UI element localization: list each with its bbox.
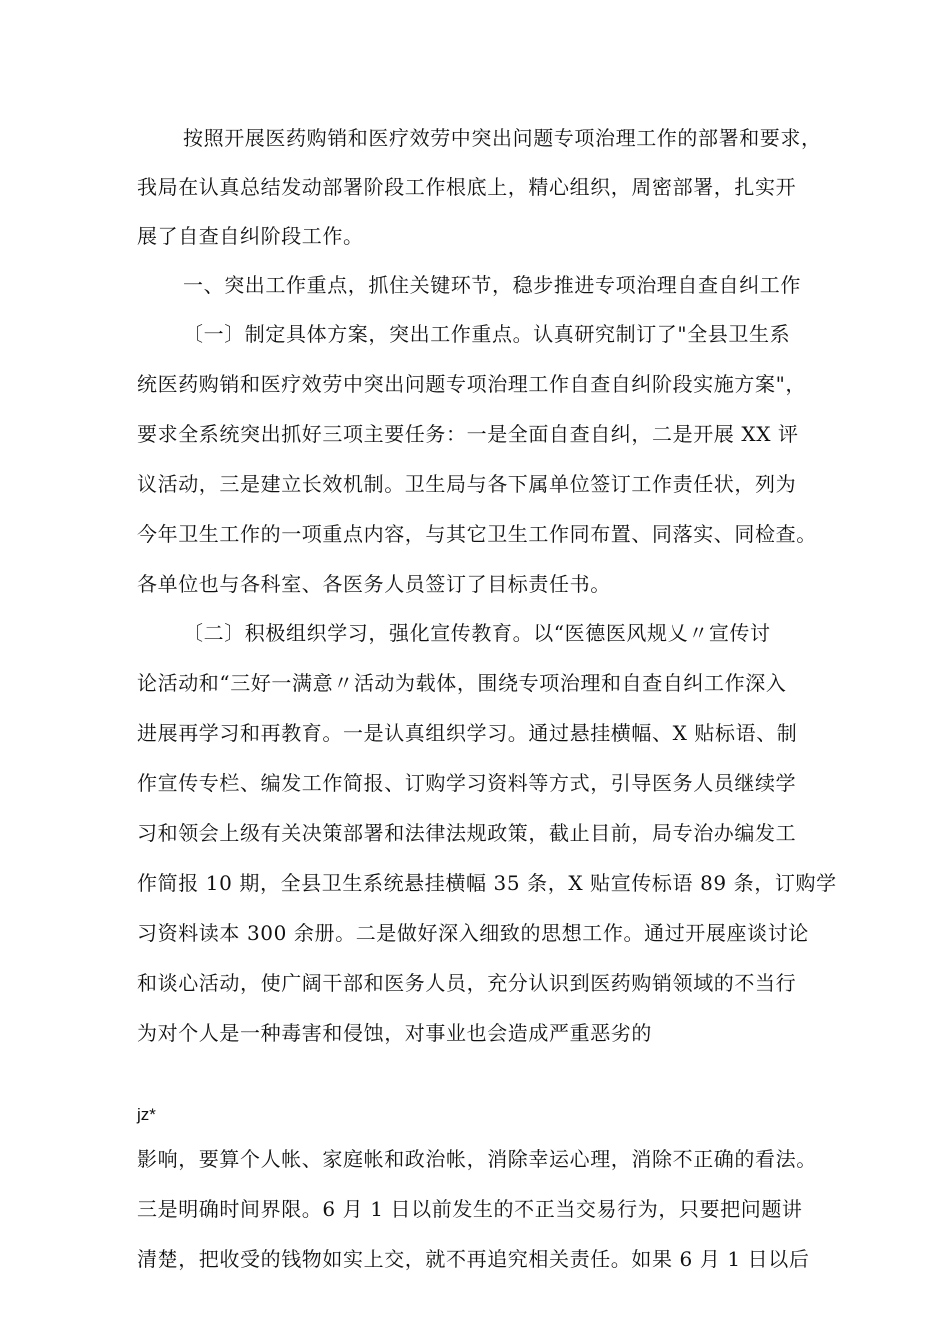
paragraph-3-line-1: 〔二〕积极组织学习，强化宣传教育。以“医德医风规乂〃宣传讨 <box>183 621 771 645</box>
paragraph-3-line-2: 论活动和“三好一满意〃活动为载体，围绕专项治理和自查自纠工作深入 <box>137 671 787 695</box>
section-heading-1: 一、突出工作重点，抓住关键环节，稳步推进专项治理自查自纠工作 <box>183 273 801 297</box>
paragraph-2-line-3: 要求全系统突出抓好三项主要任务：一是全面自查自纠，二是开展 XX 评 <box>137 422 799 446</box>
continuation-line-3: 清楚，把收受的钱物如实上交，就不再追究相关责任。如果 6 月 1 日以后 <box>137 1247 810 1271</box>
paragraph-3-line-5: 习和领会上级有关决策部署和法律法规政策，截止目前，局专治办编发工 <box>137 821 797 845</box>
paragraph-3-line-6: 作简报 10 期，全县卫生系统悬挂横幅 35 条，X 贴宣传标语 89 条，订购学 <box>137 871 837 895</box>
continuation-line-1: 影响，要算个人帐、家庭帐和政治帐，消除幸运心理，消除不正确的看法。 <box>137 1147 817 1171</box>
paragraph-3-line-8: 和谈心活动，使广阔干部和医务人员，充分认识到医药购销领域的不当行 <box>137 971 797 995</box>
paragraph-1-line-3: 展了自查自纠阶段工作。 <box>137 224 364 248</box>
paragraph-1-line-1: 按照开展医药购销和医疗效劳中突出问题专项治理工作的部署和要求， <box>183 126 822 150</box>
paragraph-2-line-5: 今年卫生工作的一项重点内容，与其它卫生工作同布置、同落实、同检查。 <box>137 522 817 546</box>
continuation-line-2: 三是明确时间界限。6 月 1 日以前发生的不正当交易行为，只要把问题讲 <box>137 1197 803 1221</box>
paragraph-3-line-9: 为对个人是一种毒害和侵蚀，对事业也会造成严重恶劣的 <box>137 1021 652 1045</box>
paragraph-2-line-1: 〔一〕制定具体方案，突出工作重点。认真研究制订了"全县卫生系 <box>183 322 791 346</box>
paragraph-3-line-7: 习资料读本 300 余册。二是做好深入细致的思想工作。通过开展座谈讨论 <box>137 921 809 945</box>
paragraph-1-line-2: 我局在认真总结发动部署阶段工作根底上，精心组织，周密部署，扎实开 <box>137 175 797 199</box>
paragraph-3-line-3: 进展再学习和再教育。一是认真组织学习。通过悬挂横幅、X 贴标语、制 <box>137 721 798 745</box>
paragraph-2-line-4: 议活动，三是建立长效机制。卫生局与各下属单位签订工作责任状，列为 <box>137 472 797 496</box>
paragraph-3-line-4: 作宣传专栏、编发工作简报、订购学习资料等方式，引导医务人员继续学 <box>137 771 797 795</box>
paragraph-2-line-6: 各单位也与各科室、各医务人员签订了目标责任书。 <box>137 572 611 596</box>
paragraph-2-line-2: 统医药购销和医疗效劳中突出问题专项治理工作自查自纠阶段实施方案"， <box>137 372 806 396</box>
page-footer-mark: jz* <box>137 1105 156 1124</box>
